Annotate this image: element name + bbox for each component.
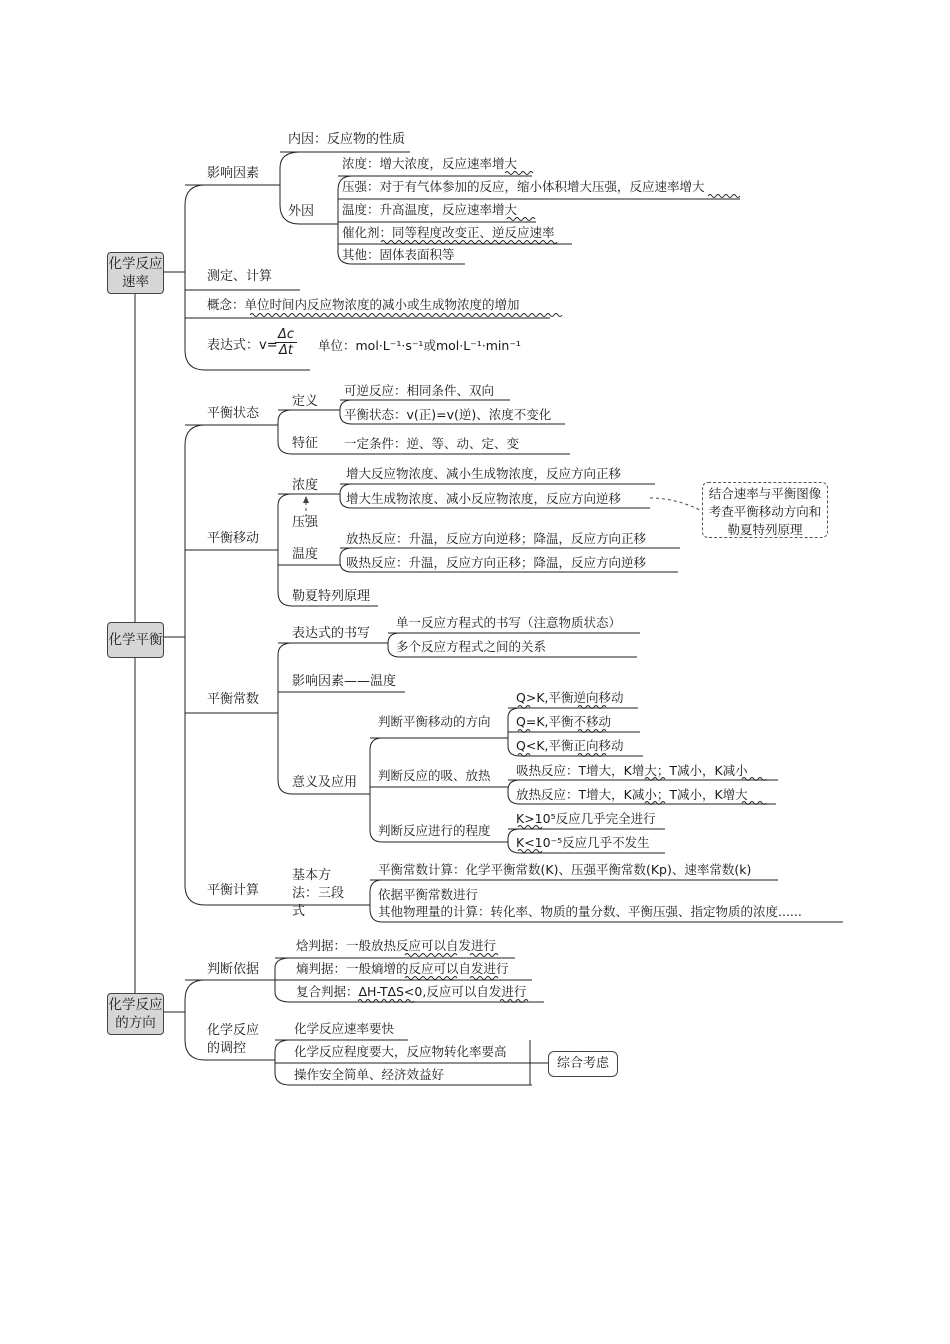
temp-exothermic: 放热反应：升温，反应方向逆移；降温，反应方向正移: [346, 531, 647, 546]
constant-factor: 影响因素——温度: [292, 674, 397, 689]
shift-temperature: 温度: [292, 547, 319, 562]
q-greater-k: Q>K,平衡逆向移动: [516, 690, 624, 705]
external-pressure: 压强：对于有气体参加的反应，缩小体积增大压强，反应速率增大: [342, 179, 705, 194]
calc-method: 基本方法：三段式: [292, 868, 345, 919]
branch-equilibrium-state: 平衡状态: [207, 406, 260, 421]
constant-expression: 表达式的书写: [292, 626, 371, 641]
judge-extent: 判断反应进行的程度: [378, 823, 491, 838]
control-fast: 化学反应速率要快: [294, 1021, 395, 1036]
branch-criteria: 判断依据: [207, 962, 260, 977]
expr-multi: 多个反应方程式之间的关系: [396, 639, 547, 654]
rate-fraction: [275, 327, 297, 358]
judge-direction: 判断平衡移动的方向: [378, 714, 491, 729]
external-concentration: 浓度：增大浓度，反应速率增大: [342, 156, 518, 171]
conc-forward: 增大反应物浓度、减小生成物浓度，反应方向正移: [346, 466, 622, 481]
rate-expression-label: 表达式：v=: [207, 338, 278, 353]
root-node-equilibrium: [107, 622, 164, 658]
calc-other-line2: 其他物理量的计算：转化率、物质的量分数、平衡压强、指定物质的浓度......: [378, 904, 802, 919]
consider-box: [548, 1051, 618, 1077]
note-text: 结合速率与平衡图像考查平衡移动方向和勒夏特列原理: [708, 486, 822, 537]
root-label: 化学反应的方向: [108, 997, 163, 1031]
branch-equilibrium-shift: 平衡移动: [207, 531, 260, 546]
shift-le-chatelier: 勒夏特列原理: [292, 589, 371, 604]
exo-k: 放热反应：T增大，K减小；T减小，K增大: [516, 787, 748, 802]
root-node-reaction-rate: [107, 252, 164, 294]
branch-measure: 测定、计算: [207, 269, 273, 284]
def-equilibrium-state: 平衡状态：v(正)=v(逆)、浓度不变化: [344, 407, 552, 422]
calc-constants: 平衡常数计算：化学平衡常数(K)、压强平衡常数(Kp)、速率常数(k): [378, 862, 752, 877]
state-feature: 特征: [292, 436, 319, 451]
exam-note: [702, 482, 828, 538]
calc-other-line1: 依据平衡常数进行: [378, 887, 479, 902]
root-node-reaction-direction: [107, 993, 164, 1035]
def-reversible: 可逆反应：相同条件、双向: [344, 383, 495, 398]
criteria-combined: 复合判据：ΔH-TΔS<0,反应可以自发进行: [296, 984, 527, 999]
rate-unit: 单位：mol·L⁻¹·s⁻¹或mol·L⁻¹·min⁻¹: [318, 338, 521, 353]
shift-pressure: 压强: [292, 515, 319, 530]
q-equal-k: Q=K,平衡不移动: [516, 714, 611, 729]
k-large: K>10⁵反应几乎完全进行: [516, 811, 656, 826]
factor-internal: 内因：反应物的性质: [288, 132, 406, 147]
feature-text: 一定条件：逆、等、动、定、变: [344, 436, 520, 451]
branch-equilibrium-calc: 平衡计算: [207, 883, 260, 898]
external-other: 其他：固体表面积等: [342, 247, 455, 262]
endo-k: 吸热反应：T增大，K增大；T减小，K减小: [516, 763, 748, 778]
judge-heat: 判断反应的吸、放热: [378, 768, 491, 783]
root-label: 化学平衡: [108, 632, 163, 648]
constant-meaning: 意义及应用: [292, 775, 358, 790]
conc-backward: 增大生成物浓度、减小反应物浓度，反应方向逆移: [346, 491, 622, 506]
fraction-numerator: Δc: [275, 327, 297, 343]
external-catalyst: 催化剂：同等程度改变正、逆反应速率: [342, 225, 555, 240]
factor-external: 外因: [288, 204, 315, 219]
control-safety: 操作安全简单、经济效益好: [294, 1067, 445, 1082]
k-small: K<10⁻⁵反应几乎不发生: [516, 835, 650, 850]
root-label: 化学反应速率: [108, 256, 163, 290]
expr-single: 单一反应方程式的书写（注意物质状态）: [396, 615, 622, 630]
consider-label: 综合考虑: [556, 1056, 609, 1071]
temp-endothermic: 吸热反应：升温，反应方向正移；降温，反应方向逆移: [346, 555, 647, 570]
branch-factors: 影响因素: [207, 166, 260, 181]
criteria-entropy: 熵判据：一般熵增的反应可以自发进行: [296, 961, 509, 976]
external-temperature: 温度：升高温度，反应速率增大: [342, 202, 518, 217]
branch-control: 化学反应的调控: [207, 1023, 260, 1056]
shift-concentration: 浓度: [292, 478, 319, 493]
q-less-k: Q<K,平衡正向移动: [516, 738, 624, 753]
state-definition: 定义: [292, 394, 319, 409]
control-extent: 化学反应程度要大，反应物转化率要高: [294, 1044, 507, 1059]
rate-concept: 概念：单位时间内反应物浓度的减小或生成物浓度的增加: [207, 297, 520, 312]
fraction-denominator: Δt: [279, 343, 293, 358]
criteria-enthalpy: 焓判据：一般放热反应可以自发进行: [296, 938, 497, 953]
branch-equilibrium-constant: 平衡常数: [207, 692, 260, 707]
